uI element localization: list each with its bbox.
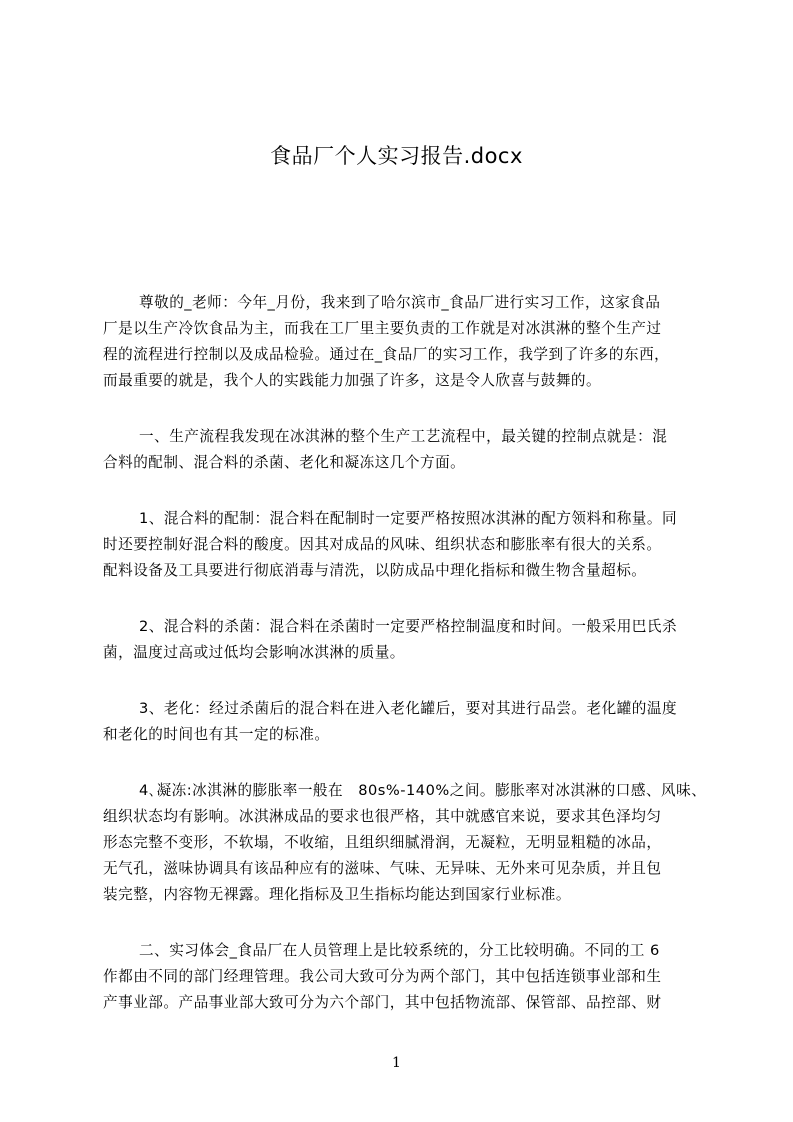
- paragraph-sterilization: [103, 614, 713, 666]
- paragraph-line: 1、混合料的配制：混合料在配制时一定要严格按照冰淇淋的配方领料和称量。同: [139, 510, 678, 527]
- paragraph-greeting: [103, 290, 713, 394]
- paragraph-aging: [103, 696, 713, 748]
- paragraph-line: 合料的配制、混合料的杀菌、老化和凝冻这几个方面。: [103, 454, 466, 471]
- paragraph-line: 2、混合料的杀菌：混合料在杀菌时一定要严格控制温度和时间。一般采用巴氏杀: [139, 618, 678, 635]
- document-body: [103, 290, 713, 1046]
- paragraph-line: 无气孔，滋味协调具有该品种应有的滋味、气味、无异味、无外来可见杂质，并且包: [103, 860, 662, 877]
- paragraph-line: 而最重要的就是，我个人的实践能力加强了许多，这是令人欣喜与鼓舞的。: [103, 372, 602, 389]
- paragraph-line: 配料设备及工具要进行彻底消毒与清洗，以防成品中理化指标和微生物含量超标。: [103, 562, 647, 579]
- paragraph-line: 和老化的时间也有其一定的标准。: [103, 726, 330, 743]
- paragraph-line: 二、实习体会_食品厂在人员管理上是比较系统的，分工比较明确。不同的工 6: [139, 942, 660, 959]
- paragraph-line: 尊敬的_老师：今年_月份，我来到了哈尔滨市_食品厂进行实习工作，这家食品: [139, 294, 661, 311]
- paragraph-line: 组织状态均有影响。冰淇淋成品的要求也很严格，其中就感官来说，要求其色泽均匀: [103, 808, 662, 825]
- paragraph-line: 时还要控制好混合料的酸度。因其对成品的风味、组织状态和膨胀率有很大的关系。: [103, 536, 662, 553]
- paragraph-mix-preparation: [103, 506, 713, 584]
- paragraph-production-process: [103, 424, 713, 476]
- paragraph-line: 4､凝冻:冰淇淋的膨胀率一般在 80s%-140%之间。膨胀率对冰淇淋的口感、风味、: [139, 782, 707, 799]
- paragraph-line: 3、老化：经过杀菌后的混合料在进入老化罐后，要对其进行品尝。老化罐的温度: [139, 700, 678, 717]
- paragraph-line: 菌，温度过高或过低均会影响冰淇淋的质量。: [103, 644, 405, 661]
- paragraph-freezing: [103, 778, 713, 908]
- paragraph-internship-experience: [103, 938, 713, 1016]
- paragraph-line: 形态完整不变形，不软塌，不收缩，且组织细腻滑润，无凝粒，无明显粗糙的冰品，: [103, 834, 662, 851]
- paragraph-line: 厂是以生产冷饮食品为主，而我在工厂里主要负责的工作就是对冰淇淋的整个生产过: [103, 320, 662, 337]
- document-title: 食品厂个人实习报告.docx: [270, 144, 523, 168]
- paragraph-line: 装完整，内容物无裸露。理化指标及卫生指标均能达到国家行业标准。: [103, 886, 571, 903]
- paragraph-line: 产事业部。产品事业部大致可分为六个部门，其中包括物流部、保管部、品控部、财: [103, 994, 662, 1011]
- paragraph-line: 作都由不同的部门经理管理。我公司大致可分为两个部门，其中包括连锁事业部和生: [103, 968, 662, 985]
- paragraph-line: 一、生产流程我发现在冰淇淋的整个生产工艺流程中，最关键的控制点就是：混: [139, 428, 668, 445]
- paragraph-line: 程的流程进行控制以及成品检验。通过在_食品厂的实习工作，我学到了许多的东西，: [103, 346, 670, 363]
- page-number: 1: [392, 1055, 401, 1071]
